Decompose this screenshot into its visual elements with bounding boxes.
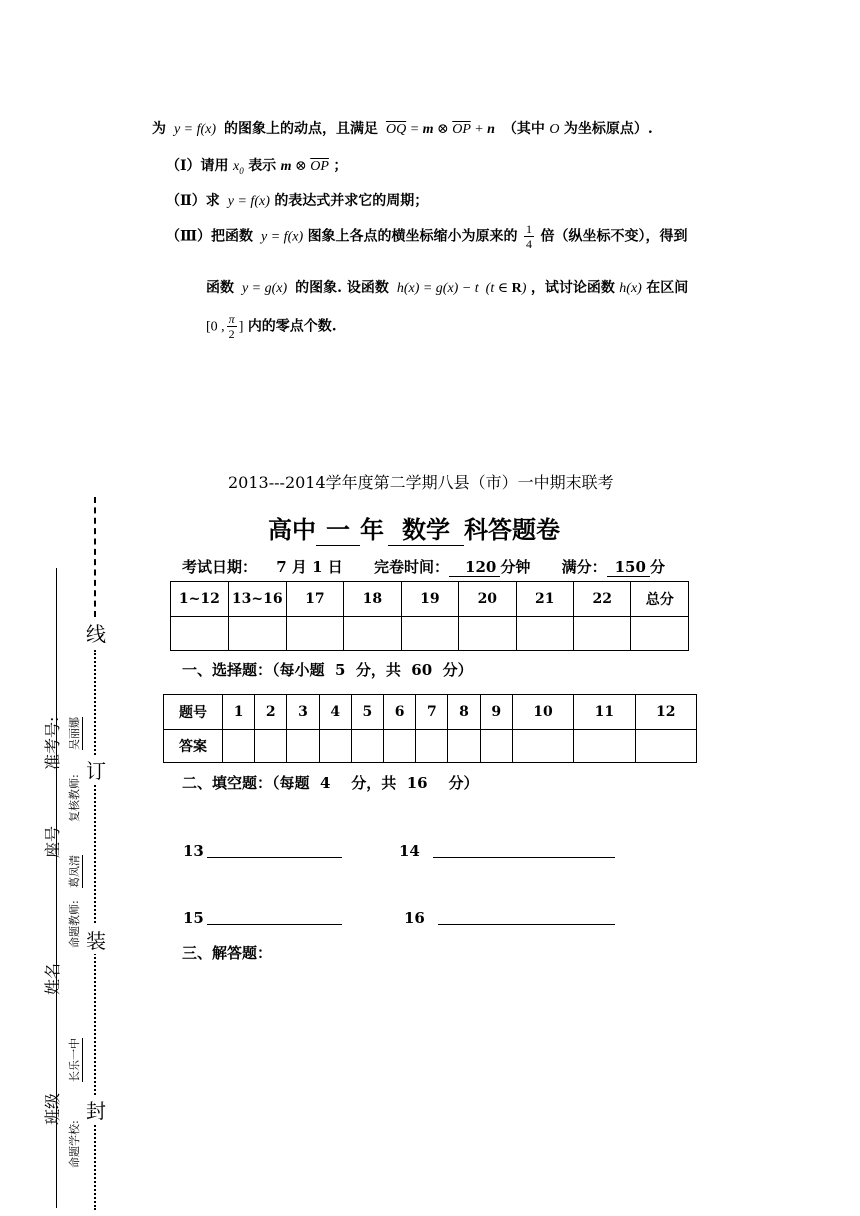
math-expr: $\overline{OQ} = m$ ⊗ $\overline{OP} + n$ xyxy=(385,122,495,137)
choice-number-cell: 2 xyxy=(255,695,287,730)
choice-answer-cell[interactable] xyxy=(384,730,416,763)
choice-answer-table xyxy=(163,694,697,763)
binding-char-xian: 线 xyxy=(86,618,106,647)
problem-text: 倍（纵坐标不变），得到 xyxy=(540,228,688,245)
math-expr: h(x) xyxy=(619,281,642,296)
time-value: 120 xyxy=(465,558,497,576)
choice-number-cell: 5 xyxy=(351,695,383,730)
problem-text: （其中 xyxy=(502,121,545,137)
blank-label-16: 16 xyxy=(404,909,425,927)
math-expr: y = f(x) xyxy=(170,122,220,137)
problem-text: 为坐标原点）. xyxy=(563,121,653,137)
problem-text: 的图象上的动点，且满足 xyxy=(224,121,378,137)
time-unit: 分钟 xyxy=(500,558,531,576)
choice-answer-cell[interactable] xyxy=(223,730,255,763)
date-value: 7 月 1 日 xyxy=(276,558,343,576)
score-entry-cell[interactable] xyxy=(631,617,689,651)
score-header-cell: 17 xyxy=(286,582,343,617)
sheet-title-prefix: 高中 xyxy=(268,515,316,544)
choice-row-label: 题号 xyxy=(164,695,223,730)
choice-number-cell: 10 xyxy=(512,695,573,730)
problem-text: 图象上各点的横坐标缩小为原来的 xyxy=(307,228,518,245)
problem-text: 在区间 xyxy=(646,280,689,296)
choice-answer-cell[interactable] xyxy=(448,730,480,763)
math-expr: [0 , xyxy=(206,319,225,335)
choice-answer-cell[interactable] xyxy=(319,730,351,763)
choice-number-cell: 1 xyxy=(223,695,255,730)
choice-number-cell: 7 xyxy=(416,695,448,730)
blank-line-13[interactable] xyxy=(207,857,342,858)
score-header-cell: 20 xyxy=(459,582,516,617)
section2-title: 二、填空题：（每题 4 分，共 16 分） xyxy=(182,774,479,792)
sheet-title xyxy=(268,510,560,546)
field-label-zuohao: 座号 xyxy=(43,825,62,858)
problem-text: ，试讨论函数 xyxy=(530,280,615,296)
problem-text: 的表达式并求它的周期； xyxy=(274,193,429,209)
choice-number-cell: 9 xyxy=(480,695,512,730)
math-expr: $x_0$ xyxy=(233,159,244,176)
score-unit: 分 xyxy=(649,558,665,576)
choice-answer-cell[interactable] xyxy=(416,730,448,763)
choice-answer-cell[interactable] xyxy=(635,730,696,763)
math-expr: y = g(x) xyxy=(238,281,291,296)
score-header-cell: 总分 xyxy=(631,582,689,617)
score-entry-cell[interactable] xyxy=(574,617,631,651)
score-entry-cell[interactable] xyxy=(286,617,343,651)
sheet-title-suffix: 科答题卷 xyxy=(464,515,560,544)
math-expr: y = f(x) xyxy=(257,229,304,245)
choice-number-cell: 6 xyxy=(384,695,416,730)
binding-char-feng: 封 xyxy=(86,1095,106,1124)
choice-number-cell: 8 xyxy=(448,695,480,730)
problem-part-3-line-3 xyxy=(206,312,337,341)
field-label-zhunkaohao: 准考号: xyxy=(43,716,62,770)
choice-number-row xyxy=(164,695,697,730)
score-table xyxy=(170,581,689,651)
choice-answer-cell[interactable] xyxy=(255,730,287,763)
score-header-cell: 1~12 xyxy=(171,582,229,617)
problem-text: （Ⅱ）求 xyxy=(166,193,220,209)
choice-number-cell: 11 xyxy=(574,695,635,730)
score-header-cell: 21 xyxy=(516,582,573,617)
exam-title: 2013---2014学年度第二学期八县（市）一中期末联考 xyxy=(228,473,614,492)
problem-text: （Ⅰ）请用 xyxy=(166,158,229,174)
grade-value: 一 xyxy=(326,515,350,544)
score-label: 满分： xyxy=(561,558,607,576)
problem-line-1 xyxy=(152,118,653,138)
fraction: $\frac{\pi}{2}$ xyxy=(228,312,235,341)
sheet-title-grade-suffix: 年 xyxy=(360,515,384,544)
author-school-label: 命题学校: xyxy=(68,1120,81,1168)
blank-line-15[interactable] xyxy=(207,924,342,925)
score-header-cell: 19 xyxy=(401,582,458,617)
math-expr: O xyxy=(549,122,560,137)
score-entry-cell[interactable] xyxy=(401,617,458,651)
blank-line-16[interactable] xyxy=(438,924,615,925)
score-entry-cell[interactable] xyxy=(171,617,229,651)
math-expr: ] xyxy=(238,319,244,335)
problem-text: ； xyxy=(333,158,348,174)
score-header-cell: 22 xyxy=(574,582,631,617)
problem-text: 内的零点个数. xyxy=(247,318,337,335)
choice-number-cell: 4 xyxy=(319,695,351,730)
author-teacher-label: 命题教师: xyxy=(68,900,81,948)
score-header-cell: 13~16 xyxy=(228,582,286,617)
binding-char-ding: 订 xyxy=(86,755,106,784)
field-label-xingming: 姓名 xyxy=(43,962,62,995)
problem-part-2 xyxy=(166,190,428,210)
score-entry-cell[interactable] xyxy=(516,617,573,651)
blank-label-15: 15 xyxy=(183,909,204,927)
exam-info xyxy=(182,556,665,577)
problem-text: 为 xyxy=(152,121,166,137)
binding-dashed-line xyxy=(94,497,96,617)
section1-title: 一、选择题：（每小题 5 分，共 60 分） xyxy=(182,661,473,679)
problem-text: 函数 xyxy=(206,280,234,296)
score-value: 150 xyxy=(614,558,646,576)
field-label-banji: 班级 xyxy=(43,1092,62,1125)
math-expr: m ⊗ $\overline{OP}$ xyxy=(280,159,329,174)
problem-text: 的图象. 设函数 xyxy=(295,280,389,296)
problem-text: （Ⅲ）把函数 xyxy=(166,228,254,245)
time-label: 完卷时间： xyxy=(374,558,450,576)
score-header-cell: 18 xyxy=(344,582,401,617)
reviewer-name: 吴丽娜 xyxy=(68,717,81,750)
author-teacher-name: 葛凤清 xyxy=(68,855,81,888)
blank-line-14[interactable] xyxy=(433,857,615,858)
choice-answer-row xyxy=(164,730,697,763)
choice-answer-cell[interactable] xyxy=(512,730,573,763)
score-entry-cell[interactable] xyxy=(344,617,401,651)
choice-row-label: 答案 xyxy=(164,730,223,763)
choice-number-cell: 12 xyxy=(635,695,696,730)
math-expr: h(x) = g(x) − t (t ∈ R) xyxy=(393,281,527,296)
author-school-name: 长乐一中 xyxy=(68,1038,81,1082)
score-entry-cell[interactable] xyxy=(459,617,516,651)
choice-answer-cell[interactable] xyxy=(287,730,319,763)
reviewer-label: 复核教师: xyxy=(68,774,81,822)
blank-label-14: 14 xyxy=(399,842,420,860)
choice-answer-cell[interactable] xyxy=(574,730,635,763)
math-expr: y = f(x) xyxy=(224,194,270,209)
choice-answer-cell[interactable] xyxy=(351,730,383,763)
choice-number-cell: 3 xyxy=(287,695,319,730)
choice-answer-cell[interactable] xyxy=(480,730,512,763)
score-entry-cell[interactable] xyxy=(228,617,286,651)
section3-title: 三、解答题： xyxy=(182,944,273,962)
blank-label-13: 13 xyxy=(183,842,204,860)
date-label: 考试日期： xyxy=(182,558,258,576)
score-table-header-row xyxy=(171,582,689,617)
problem-part-3 xyxy=(166,222,687,251)
score-table-value-row xyxy=(171,617,689,651)
subject-value: 数学 xyxy=(402,515,450,544)
binding-char-zhuang: 装 xyxy=(86,925,106,954)
fraction: $\frac{1}{4}$ xyxy=(526,222,533,251)
problem-part-3-line-2 xyxy=(206,277,688,297)
problem-part-1 xyxy=(166,155,347,176)
problem-text: 表示 xyxy=(248,158,277,174)
